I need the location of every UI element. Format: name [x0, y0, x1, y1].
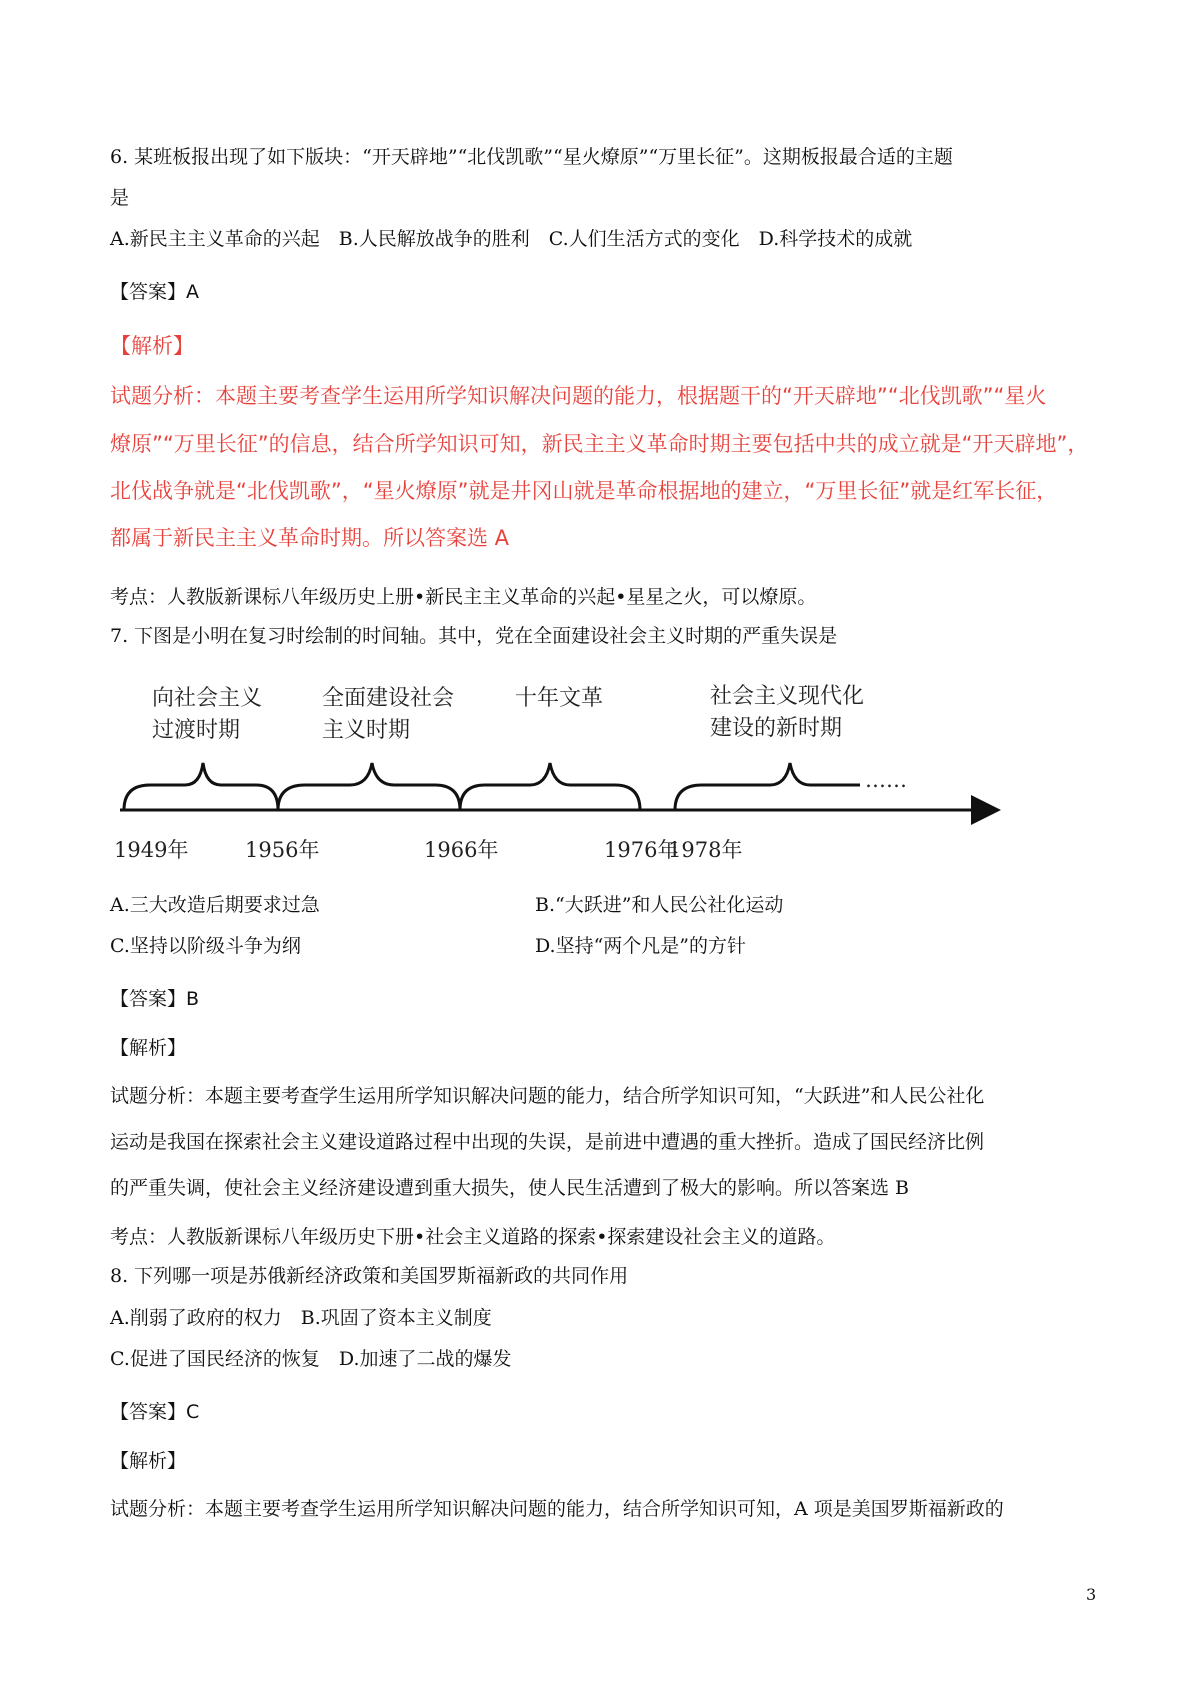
- q7-option-c: C.坚持以阶级斗争为纲: [110, 935, 301, 957]
- q6-stem-line2: 是: [110, 187, 130, 209]
- timeline-bracket-1: [124, 763, 278, 810]
- q8-options-line2: C.促进了国民经济的恢复 D.加速了二战的爆发: [110, 1348, 512, 1370]
- timeline-period-1-line1: 向社会主义: [152, 686, 263, 711]
- q7-option-b: B.“大跃进”和人民公社化运动: [535, 894, 784, 916]
- timeline-diagram: [110, 675, 1010, 875]
- timeline-year-1976: 1976年: [604, 838, 679, 862]
- q6-kaodian: 考点：人教版新课标八年级历史上册•新民主主义革命的兴起•星星之火，可以燎原。: [110, 586, 817, 608]
- timeline-year-1956: 1956年: [245, 838, 320, 862]
- timeline-period-4-line2: 建设的新时期: [710, 716, 843, 741]
- timeline-period-1-line2: 过渡时期: [152, 718, 241, 743]
- q6-analysis-line2: 燎原”“万里长征”的信息，结合所学知识可知，新民主主义革命时期主要包括中共的成立就是“开天辟地”，: [110, 432, 1089, 456]
- timeline-period-4-line1: 社会主义现代化: [710, 684, 865, 709]
- q8-options-line1: A.削弱了政府的权力 B.巩固了资本主义制度: [110, 1307, 492, 1329]
- timeline-period-2-line2: 主义时期: [322, 718, 411, 743]
- q6-analysis-line4: 都属于新民主主义革命时期。所以答案选 A: [110, 526, 510, 550]
- q6-answer: 【答案】A: [110, 281, 199, 303]
- q8-answer: 【答案】C: [110, 1401, 200, 1423]
- timeline-bracket-4: [675, 763, 860, 810]
- q7-analysis-line1: 试题分析：本题主要考查学生运用所学知识解决问题的能力，结合所学知识可知，“大跃进”和人民公社化: [110, 1085, 985, 1107]
- q8-analysis-line1: 试题分析：本题主要考查学生运用所学知识解决问题的能力，结合所学知识可知，A 项是美国罗斯福新政的: [110, 1498, 1004, 1520]
- timeline-period-2-line1: 全面建设社会: [322, 686, 455, 711]
- q6-analysis-line1: 试题分析：本题主要考查学生运用所学知识解决问题的能力，根据题干的“开天辟地”“北伐凯歌”“星火: [110, 384, 1047, 408]
- q7-kaodian: 考点：人教版新课标八年级历史下册•社会主义道路的探索•探索建设社会主义的道路。: [110, 1226, 836, 1248]
- q6-analysis-label: 【解析】: [110, 334, 194, 358]
- page-number: 3: [1086, 1585, 1097, 1604]
- q7-option-d: D.坚持“两个凡是”的方针: [535, 935, 747, 957]
- q7-answer: 【答案】B: [110, 988, 200, 1010]
- q7-stem: 7. 下图是小明在复习时绘制的时间轴。其中，党在全面建设社会主义时期的严重失误是: [110, 625, 838, 647]
- timeline-period-3-line1: 十年文革: [515, 686, 604, 711]
- timeline-year-1966: 1966年: [424, 838, 499, 862]
- q8-stem: 8. 下列哪一项是苏俄新经济政策和美国罗斯福新政的共同作用: [110, 1265, 629, 1287]
- timeline-year-1978: 1978年: [668, 838, 743, 862]
- q7-analysis-line2: 运动是我国在探索社会主义建设道路过程中出现的失误，是前进中遭遇的重大挫折。造成了国民经济比例: [110, 1131, 985, 1153]
- q7-analysis-line3: 的严重失调，使社会主义经济建设遭到重大损失，使人民生活遭到了极大的影响。所以答案选 B: [110, 1177, 910, 1199]
- q6-options: A.新民主主义革命的兴起 B.人民解放战争的胜利 C.人们生活方式的变化 D.科学技术的成就: [110, 228, 913, 250]
- q6-analysis-line3: 北伐战争就是“北伐凯歌”，“星火燎原”就是井冈山就是革命根据地的建立，“万里长征”就是红军长征，: [110, 479, 1058, 503]
- timeline-year-1949: 1949年: [114, 838, 189, 862]
- q7-analysis-label: 【解析】: [110, 1037, 187, 1059]
- timeline-ellipsis: ……: [865, 768, 907, 792]
- q7-option-a: A.三大改造后期要求过急: [110, 894, 320, 916]
- q8-analysis-label: 【解析】: [110, 1450, 187, 1472]
- timeline-bracket-3: [460, 763, 640, 810]
- q6-stem-line1: 6. 某班板报出现了如下版块：“开天辟地”“北伐凯歌”“星火燎原”“万里长征”。这期板报最合适的主题: [110, 146, 953, 168]
- timeline-bracket-2: [278, 763, 460, 810]
